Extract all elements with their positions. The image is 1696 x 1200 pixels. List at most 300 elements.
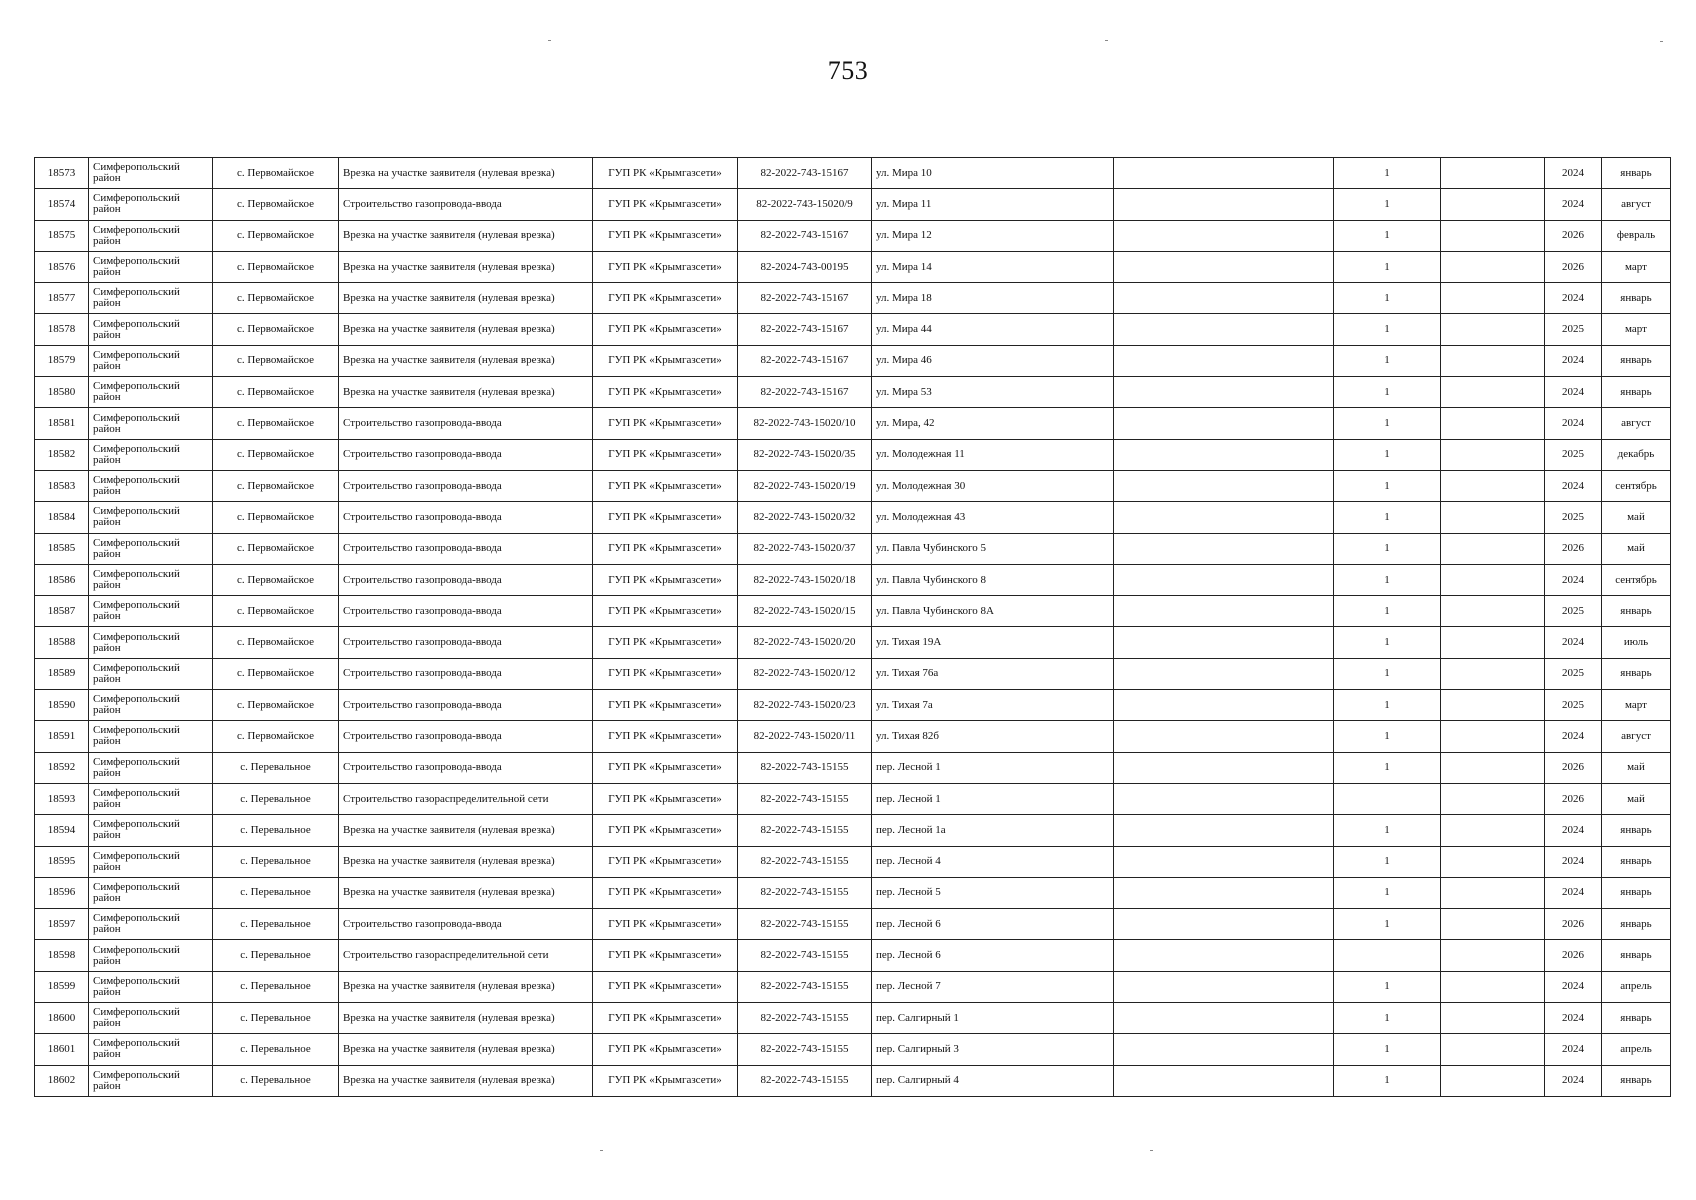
cell-year: 2026 — [1545, 940, 1602, 971]
cell-organization: ГУП РК «Крымгазсети» — [593, 1065, 738, 1096]
cell-district: Симферопольский район — [89, 596, 213, 627]
cell-count: 1 — [1334, 564, 1441, 595]
cell-district: Симферопольский район — [89, 408, 213, 439]
cell-count: 1 — [1334, 502, 1441, 533]
cell-settlement: с. Первомайское — [213, 658, 339, 689]
cell-settlement: с. Первомайское — [213, 220, 339, 251]
cell-address: пер. Салгирный 4 — [872, 1065, 1114, 1096]
cell-empty — [1114, 690, 1334, 721]
cell-address: ул. Мира 14 — [872, 251, 1114, 282]
cell-month: сентябрь — [1602, 564, 1671, 595]
cell-empty — [1114, 158, 1334, 189]
cell-address: ул. Мира 46 — [872, 345, 1114, 376]
table-row — [35, 596, 1671, 627]
cell-settlement: с. Перевальное — [213, 1003, 339, 1034]
cell-organization: ГУП РК «Крымгазсети» — [593, 283, 738, 314]
cell-organization: ГУП РК «Крымгазсети» — [593, 1034, 738, 1065]
table-row — [35, 377, 1671, 408]
cell-settlement: с. Перевальное — [213, 783, 339, 814]
cell-year: 2026 — [1545, 533, 1602, 564]
cell-year: 2025 — [1545, 658, 1602, 689]
cell-address: ул. Мира 10 — [872, 158, 1114, 189]
cell-organization: ГУП РК «Крымгазсети» — [593, 533, 738, 564]
cell-row-number: 18590 — [35, 690, 89, 721]
cell-month: август — [1602, 189, 1671, 220]
cell-row-number: 18585 — [35, 533, 89, 564]
cell-settlement: с. Первомайское — [213, 721, 339, 752]
cell-row-number: 18601 — [35, 1034, 89, 1065]
cell-count: 1 — [1334, 1065, 1441, 1096]
cell-address: пер. Лесной 1а — [872, 815, 1114, 846]
cell-row-number: 18573 — [35, 158, 89, 189]
cell-work-type: Строительство газопровода-ввода — [339, 721, 593, 752]
cell-address: ул. Молодежная 11 — [872, 439, 1114, 470]
table-row — [35, 1065, 1671, 1096]
cell-organization: ГУП РК «Крымгазсети» — [593, 158, 738, 189]
cell-district: Симферопольский район — [89, 909, 213, 940]
table-row — [35, 502, 1671, 533]
table-row — [35, 815, 1671, 846]
cell-empty — [1441, 439, 1545, 470]
cell-empty — [1441, 564, 1545, 595]
table-row — [35, 251, 1671, 282]
table-row — [35, 314, 1671, 345]
table-row — [35, 627, 1671, 658]
cell-year: 2024 — [1545, 377, 1602, 408]
cell-registry-code: 82-2022-743-15020/35 — [738, 439, 872, 470]
cell-work-type: Строительство газопровода-ввода — [339, 470, 593, 501]
cell-organization: ГУП РК «Крымгазсети» — [593, 470, 738, 501]
cell-settlement: с. Первомайское — [213, 283, 339, 314]
cell-empty — [1114, 596, 1334, 627]
cell-empty — [1114, 189, 1334, 220]
cell-address: ул. Тихая 82б — [872, 721, 1114, 752]
cell-row-number: 18584 — [35, 502, 89, 533]
cell-month: сентябрь — [1602, 470, 1671, 501]
cell-district: Симферопольский район — [89, 564, 213, 595]
cell-registry-code: 82-2022-743-15155 — [738, 909, 872, 940]
cell-address: ул. Павла Чубинского 8А — [872, 596, 1114, 627]
cell-address: пер. Лесной 1 — [872, 752, 1114, 783]
cell-registry-code: 82-2022-743-15020/9 — [738, 189, 872, 220]
cell-empty — [1114, 283, 1334, 314]
cell-work-type: Врезка на участке заявителя (нулевая врезка) — [339, 971, 593, 1002]
cell-empty — [1114, 658, 1334, 689]
cell-registry-code: 82-2022-743-15020/19 — [738, 470, 872, 501]
cell-month: март — [1602, 690, 1671, 721]
table-row — [35, 533, 1671, 564]
cell-row-number: 18581 — [35, 408, 89, 439]
cell-month: январь — [1602, 846, 1671, 877]
cell-empty — [1441, 470, 1545, 501]
cell-row-number: 18597 — [35, 909, 89, 940]
cell-district: Симферопольский район — [89, 940, 213, 971]
cell-registry-code: 82-2022-743-15167 — [738, 158, 872, 189]
cell-work-type: Врезка на участке заявителя (нулевая врезка) — [339, 846, 593, 877]
cell-organization: ГУП РК «Крымгазсети» — [593, 971, 738, 1002]
cell-count: 1 — [1334, 470, 1441, 501]
cell-row-number: 18583 — [35, 470, 89, 501]
table-row — [35, 220, 1671, 251]
cell-year: 2024 — [1545, 283, 1602, 314]
cell-district: Симферопольский район — [89, 1034, 213, 1065]
cell-empty — [1114, 909, 1334, 940]
cell-year: 2024 — [1545, 877, 1602, 908]
cell-district: Симферопольский район — [89, 877, 213, 908]
table-row — [35, 690, 1671, 721]
cell-year: 2024 — [1545, 345, 1602, 376]
cell-address: пер. Лесной 1 — [872, 783, 1114, 814]
cell-empty — [1114, 314, 1334, 345]
cell-count — [1334, 783, 1441, 814]
cell-work-type: Строительство газопровода-ввода — [339, 439, 593, 470]
cell-organization: ГУП РК «Крымгазсети» — [593, 940, 738, 971]
cell-row-number: 18591 — [35, 721, 89, 752]
cell-registry-code: 82-2024-743-00195 — [738, 251, 872, 282]
cell-year: 2025 — [1545, 502, 1602, 533]
cell-count: 1 — [1334, 909, 1441, 940]
cell-work-type: Врезка на участке заявителя (нулевая врезка) — [339, 251, 593, 282]
cell-year: 2024 — [1545, 564, 1602, 595]
cell-empty — [1441, 1003, 1545, 1034]
cell-empty — [1441, 408, 1545, 439]
cell-empty — [1114, 877, 1334, 908]
cell-registry-code: 82-2022-743-15167 — [738, 283, 872, 314]
cell-empty — [1114, 721, 1334, 752]
table-row — [35, 189, 1671, 220]
cell-empty — [1441, 189, 1545, 220]
cell-month: январь — [1602, 909, 1671, 940]
cell-registry-code: 82-2022-743-15155 — [738, 940, 872, 971]
cell-month: август — [1602, 408, 1671, 439]
cell-address: пер. Салгирный 1 — [872, 1003, 1114, 1034]
cell-empty — [1441, 971, 1545, 1002]
cell-empty — [1441, 690, 1545, 721]
cell-empty — [1114, 1065, 1334, 1096]
cell-district: Симферопольский район — [89, 470, 213, 501]
cell-year: 2025 — [1545, 314, 1602, 345]
cell-count: 1 — [1334, 345, 1441, 376]
cell-settlement: с. Первомайское — [213, 690, 339, 721]
cell-empty — [1441, 940, 1545, 971]
cell-organization: ГУП РК «Крымгазсети» — [593, 189, 738, 220]
cell-organization: ГУП РК «Крымгазсети» — [593, 783, 738, 814]
table-row — [35, 408, 1671, 439]
cell-empty — [1114, 533, 1334, 564]
cell-address: ул. Тихая 7а — [872, 690, 1114, 721]
cell-empty — [1114, 846, 1334, 877]
cell-empty — [1114, 783, 1334, 814]
cell-year: 2024 — [1545, 815, 1602, 846]
cell-address: ул. Мира, 42 — [872, 408, 1114, 439]
cell-settlement: с. Перевальное — [213, 846, 339, 877]
cell-row-number: 18575 — [35, 220, 89, 251]
cell-registry-code: 82-2022-743-15020/20 — [738, 627, 872, 658]
cell-address: ул. Молодежная 30 — [872, 470, 1114, 501]
table-row — [35, 721, 1671, 752]
table-row — [35, 283, 1671, 314]
cell-month: декабрь — [1602, 439, 1671, 470]
cell-empty — [1114, 971, 1334, 1002]
cell-row-number: 18598 — [35, 940, 89, 971]
cell-empty — [1441, 658, 1545, 689]
cell-address: пер. Лесной 7 — [872, 971, 1114, 1002]
table-row — [35, 1003, 1671, 1034]
cell-year: 2024 — [1545, 470, 1602, 501]
cell-district: Симферопольский район — [89, 533, 213, 564]
cell-settlement: с. Первомайское — [213, 408, 339, 439]
cell-month: январь — [1602, 815, 1671, 846]
cell-organization: ГУП РК «Крымгазсети» — [593, 721, 738, 752]
cell-address: ул. Мира 11 — [872, 189, 1114, 220]
cell-work-type: Строительство газопровода-ввода — [339, 189, 593, 220]
cell-settlement: с. Первомайское — [213, 377, 339, 408]
cell-empty — [1441, 251, 1545, 282]
scan-speck — [1105, 40, 1108, 41]
cell-empty — [1441, 377, 1545, 408]
cell-settlement: с. Первомайское — [213, 345, 339, 376]
cell-count — [1334, 940, 1441, 971]
cell-district: Симферопольский район — [89, 314, 213, 345]
cell-settlement: с. Первомайское — [213, 533, 339, 564]
table-body — [35, 158, 1671, 1097]
cell-month: апрель — [1602, 971, 1671, 1002]
cell-year: 2024 — [1545, 189, 1602, 220]
cell-address: пер. Лесной 4 — [872, 846, 1114, 877]
cell-work-type: Врезка на участке заявителя (нулевая врезка) — [339, 1003, 593, 1034]
cell-district: Симферопольский район — [89, 690, 213, 721]
cell-organization: ГУП РК «Крымгазсети» — [593, 439, 738, 470]
cell-address: пер. Лесной 5 — [872, 877, 1114, 908]
cell-year: 2024 — [1545, 158, 1602, 189]
cell-work-type: Строительство газопровода-ввода — [339, 627, 593, 658]
cell-organization: ГУП РК «Крымгазсети» — [593, 564, 738, 595]
cell-empty — [1441, 502, 1545, 533]
cell-registry-code: 82-2022-743-15167 — [738, 220, 872, 251]
table-row — [35, 783, 1671, 814]
cell-registry-code: 82-2022-743-15155 — [738, 1065, 872, 1096]
cell-registry-code: 82-2022-743-15020/12 — [738, 658, 872, 689]
cell-registry-code: 82-2022-743-15155 — [738, 783, 872, 814]
cell-empty — [1441, 909, 1545, 940]
cell-address: ул. Павла Чубинского 8 — [872, 564, 1114, 595]
cell-district: Симферопольский район — [89, 971, 213, 1002]
cell-registry-code: 82-2022-743-15155 — [738, 846, 872, 877]
cell-settlement: с. Первомайское — [213, 189, 339, 220]
cell-row-number: 18600 — [35, 1003, 89, 1034]
cell-organization: ГУП РК «Крымгазсети» — [593, 314, 738, 345]
cell-empty — [1114, 408, 1334, 439]
cell-count: 1 — [1334, 158, 1441, 189]
cell-registry-code: 82-2022-743-15020/37 — [738, 533, 872, 564]
cell-settlement: с. Первомайское — [213, 596, 339, 627]
cell-work-type: Врезка на участке заявителя (нулевая врезка) — [339, 815, 593, 846]
cell-registry-code: 82-2022-743-15020/10 — [738, 408, 872, 439]
cell-empty — [1441, 314, 1545, 345]
cell-empty — [1114, 502, 1334, 533]
cell-district: Симферопольский район — [89, 783, 213, 814]
cell-empty — [1441, 533, 1545, 564]
cell-organization: ГУП РК «Крымгазсети» — [593, 846, 738, 877]
cell-organization: ГУП РК «Крымгазсети» — [593, 752, 738, 783]
cell-registry-code: 82-2022-743-15155 — [738, 752, 872, 783]
cell-row-number: 18596 — [35, 877, 89, 908]
cell-settlement: с. Первомайское — [213, 314, 339, 345]
cell-registry-code: 82-2022-743-15155 — [738, 815, 872, 846]
cell-empty — [1441, 721, 1545, 752]
table-row — [35, 158, 1671, 189]
cell-settlement: с. Первомайское — [213, 470, 339, 501]
cell-work-type: Врезка на участке заявителя (нулевая врезка) — [339, 377, 593, 408]
cell-district: Симферопольский район — [89, 283, 213, 314]
cell-count: 1 — [1334, 752, 1441, 783]
cell-count: 1 — [1334, 658, 1441, 689]
cell-row-number: 18576 — [35, 251, 89, 282]
cell-district: Симферопольский район — [89, 377, 213, 408]
cell-work-type: Строительство газопровода-ввода — [339, 502, 593, 533]
cell-organization: ГУП РК «Крымгазсети» — [593, 220, 738, 251]
cell-empty — [1441, 158, 1545, 189]
cell-row-number: 18595 — [35, 846, 89, 877]
cell-year: 2026 — [1545, 909, 1602, 940]
table-row — [35, 1034, 1671, 1065]
cell-address: ул. Тихая 19А — [872, 627, 1114, 658]
cell-work-type: Врезка на участке заявителя (нулевая врезка) — [339, 283, 593, 314]
cell-district: Симферопольский район — [89, 1003, 213, 1034]
cell-organization: ГУП РК «Крымгазсети» — [593, 408, 738, 439]
cell-registry-code: 82-2022-743-15020/18 — [738, 564, 872, 595]
cell-year: 2026 — [1545, 783, 1602, 814]
cell-month: март — [1602, 251, 1671, 282]
cell-organization: ГУП РК «Крымгазсети» — [593, 815, 738, 846]
cell-row-number: 18574 — [35, 189, 89, 220]
cell-settlement: с. Перевальное — [213, 1065, 339, 1096]
cell-work-type: Врезка на участке заявителя (нулевая врезка) — [339, 1034, 593, 1065]
cell-row-number: 18579 — [35, 345, 89, 376]
cell-organization: ГУП РК «Крымгазсети» — [593, 627, 738, 658]
cell-count: 1 — [1334, 220, 1441, 251]
cell-organization: ГУП РК «Крымгазсети» — [593, 909, 738, 940]
cell-settlement: с. Перевальное — [213, 971, 339, 1002]
cell-registry-code: 82-2022-743-15020/15 — [738, 596, 872, 627]
table-row — [35, 470, 1671, 501]
cell-address: ул. Мира 44 — [872, 314, 1114, 345]
scan-speck — [600, 1150, 603, 1151]
cell-empty — [1114, 470, 1334, 501]
cell-empty — [1114, 220, 1334, 251]
cell-year: 2026 — [1545, 220, 1602, 251]
cell-year: 2026 — [1545, 251, 1602, 282]
cell-row-number: 18588 — [35, 627, 89, 658]
cell-address: пер. Лесной 6 — [872, 909, 1114, 940]
cell-empty — [1441, 220, 1545, 251]
cell-empty — [1441, 283, 1545, 314]
cell-year: 2024 — [1545, 721, 1602, 752]
cell-district: Симферопольский район — [89, 189, 213, 220]
table-row — [35, 971, 1671, 1002]
cell-registry-code: 82-2022-743-15020/32 — [738, 502, 872, 533]
cell-count: 1 — [1334, 533, 1441, 564]
cell-month: май — [1602, 783, 1671, 814]
cell-row-number: 18587 — [35, 596, 89, 627]
cell-count: 1 — [1334, 596, 1441, 627]
cell-district: Симферопольский район — [89, 220, 213, 251]
cell-empty — [1114, 815, 1334, 846]
cell-count: 1 — [1334, 877, 1441, 908]
cell-month: январь — [1602, 283, 1671, 314]
cell-count: 1 — [1334, 627, 1441, 658]
cell-empty — [1114, 345, 1334, 376]
cell-registry-code: 82-2022-743-15167 — [738, 377, 872, 408]
table-row — [35, 439, 1671, 470]
cell-row-number: 18599 — [35, 971, 89, 1002]
cell-settlement: с. Первомайское — [213, 251, 339, 282]
cell-year: 2025 — [1545, 596, 1602, 627]
cell-month: июль — [1602, 627, 1671, 658]
cell-organization: ГУП РК «Крымгазсети» — [593, 251, 738, 282]
table-row — [35, 940, 1671, 971]
cell-empty — [1441, 783, 1545, 814]
cell-month: февраль — [1602, 220, 1671, 251]
cell-organization: ГУП РК «Крымгазсети» — [593, 377, 738, 408]
cell-district: Симферопольский район — [89, 846, 213, 877]
cell-address: ул. Мира 53 — [872, 377, 1114, 408]
cell-settlement: с. Первомайское — [213, 158, 339, 189]
cell-district: Симферопольский район — [89, 1065, 213, 1096]
cell-year: 2026 — [1545, 752, 1602, 783]
scan-speck — [1660, 41, 1663, 42]
cell-organization: ГУП РК «Крымгазсети» — [593, 596, 738, 627]
cell-row-number: 18577 — [35, 283, 89, 314]
cell-month: май — [1602, 752, 1671, 783]
cell-work-type: Строительство газопровода-ввода — [339, 533, 593, 564]
cell-month: март — [1602, 314, 1671, 345]
cell-district: Симферопольский район — [89, 627, 213, 658]
cell-empty — [1114, 564, 1334, 595]
cell-work-type: Строительство газопровода-ввода — [339, 596, 593, 627]
cell-registry-code: 82-2022-743-15155 — [738, 971, 872, 1002]
cell-work-type: Строительство газопровода-ввода — [339, 658, 593, 689]
scan-speck — [1150, 1150, 1153, 1151]
cell-empty — [1114, 377, 1334, 408]
cell-work-type: Строительство газопровода-ввода — [339, 564, 593, 595]
cell-count: 1 — [1334, 690, 1441, 721]
cell-settlement: с. Перевальное — [213, 909, 339, 940]
cell-empty — [1441, 1065, 1545, 1096]
cell-work-type: Врезка на участке заявителя (нулевая врезка) — [339, 314, 593, 345]
cell-count: 1 — [1334, 251, 1441, 282]
cell-registry-code: 82-2022-743-15155 — [738, 1003, 872, 1034]
cell-organization: ГУП РК «Крымгазсети» — [593, 690, 738, 721]
table-row — [35, 909, 1671, 940]
cell-count: 1 — [1334, 283, 1441, 314]
cell-empty — [1441, 596, 1545, 627]
cell-organization: ГУП РК «Крымгазсети» — [593, 658, 738, 689]
cell-settlement: с. Перевальное — [213, 815, 339, 846]
cell-month: январь — [1602, 158, 1671, 189]
cell-month: май — [1602, 533, 1671, 564]
cell-count: 1 — [1334, 377, 1441, 408]
cell-empty — [1114, 940, 1334, 971]
cell-address: ул. Павла Чубинского 5 — [872, 533, 1114, 564]
cell-empty — [1114, 752, 1334, 783]
cell-empty — [1441, 752, 1545, 783]
table-row — [35, 658, 1671, 689]
cell-work-type: Врезка на участке заявителя (нулевая врезка) — [339, 345, 593, 376]
cell-district: Симферопольский район — [89, 158, 213, 189]
cell-year: 2024 — [1545, 1003, 1602, 1034]
cell-organization: ГУП РК «Крымгазсети» — [593, 877, 738, 908]
